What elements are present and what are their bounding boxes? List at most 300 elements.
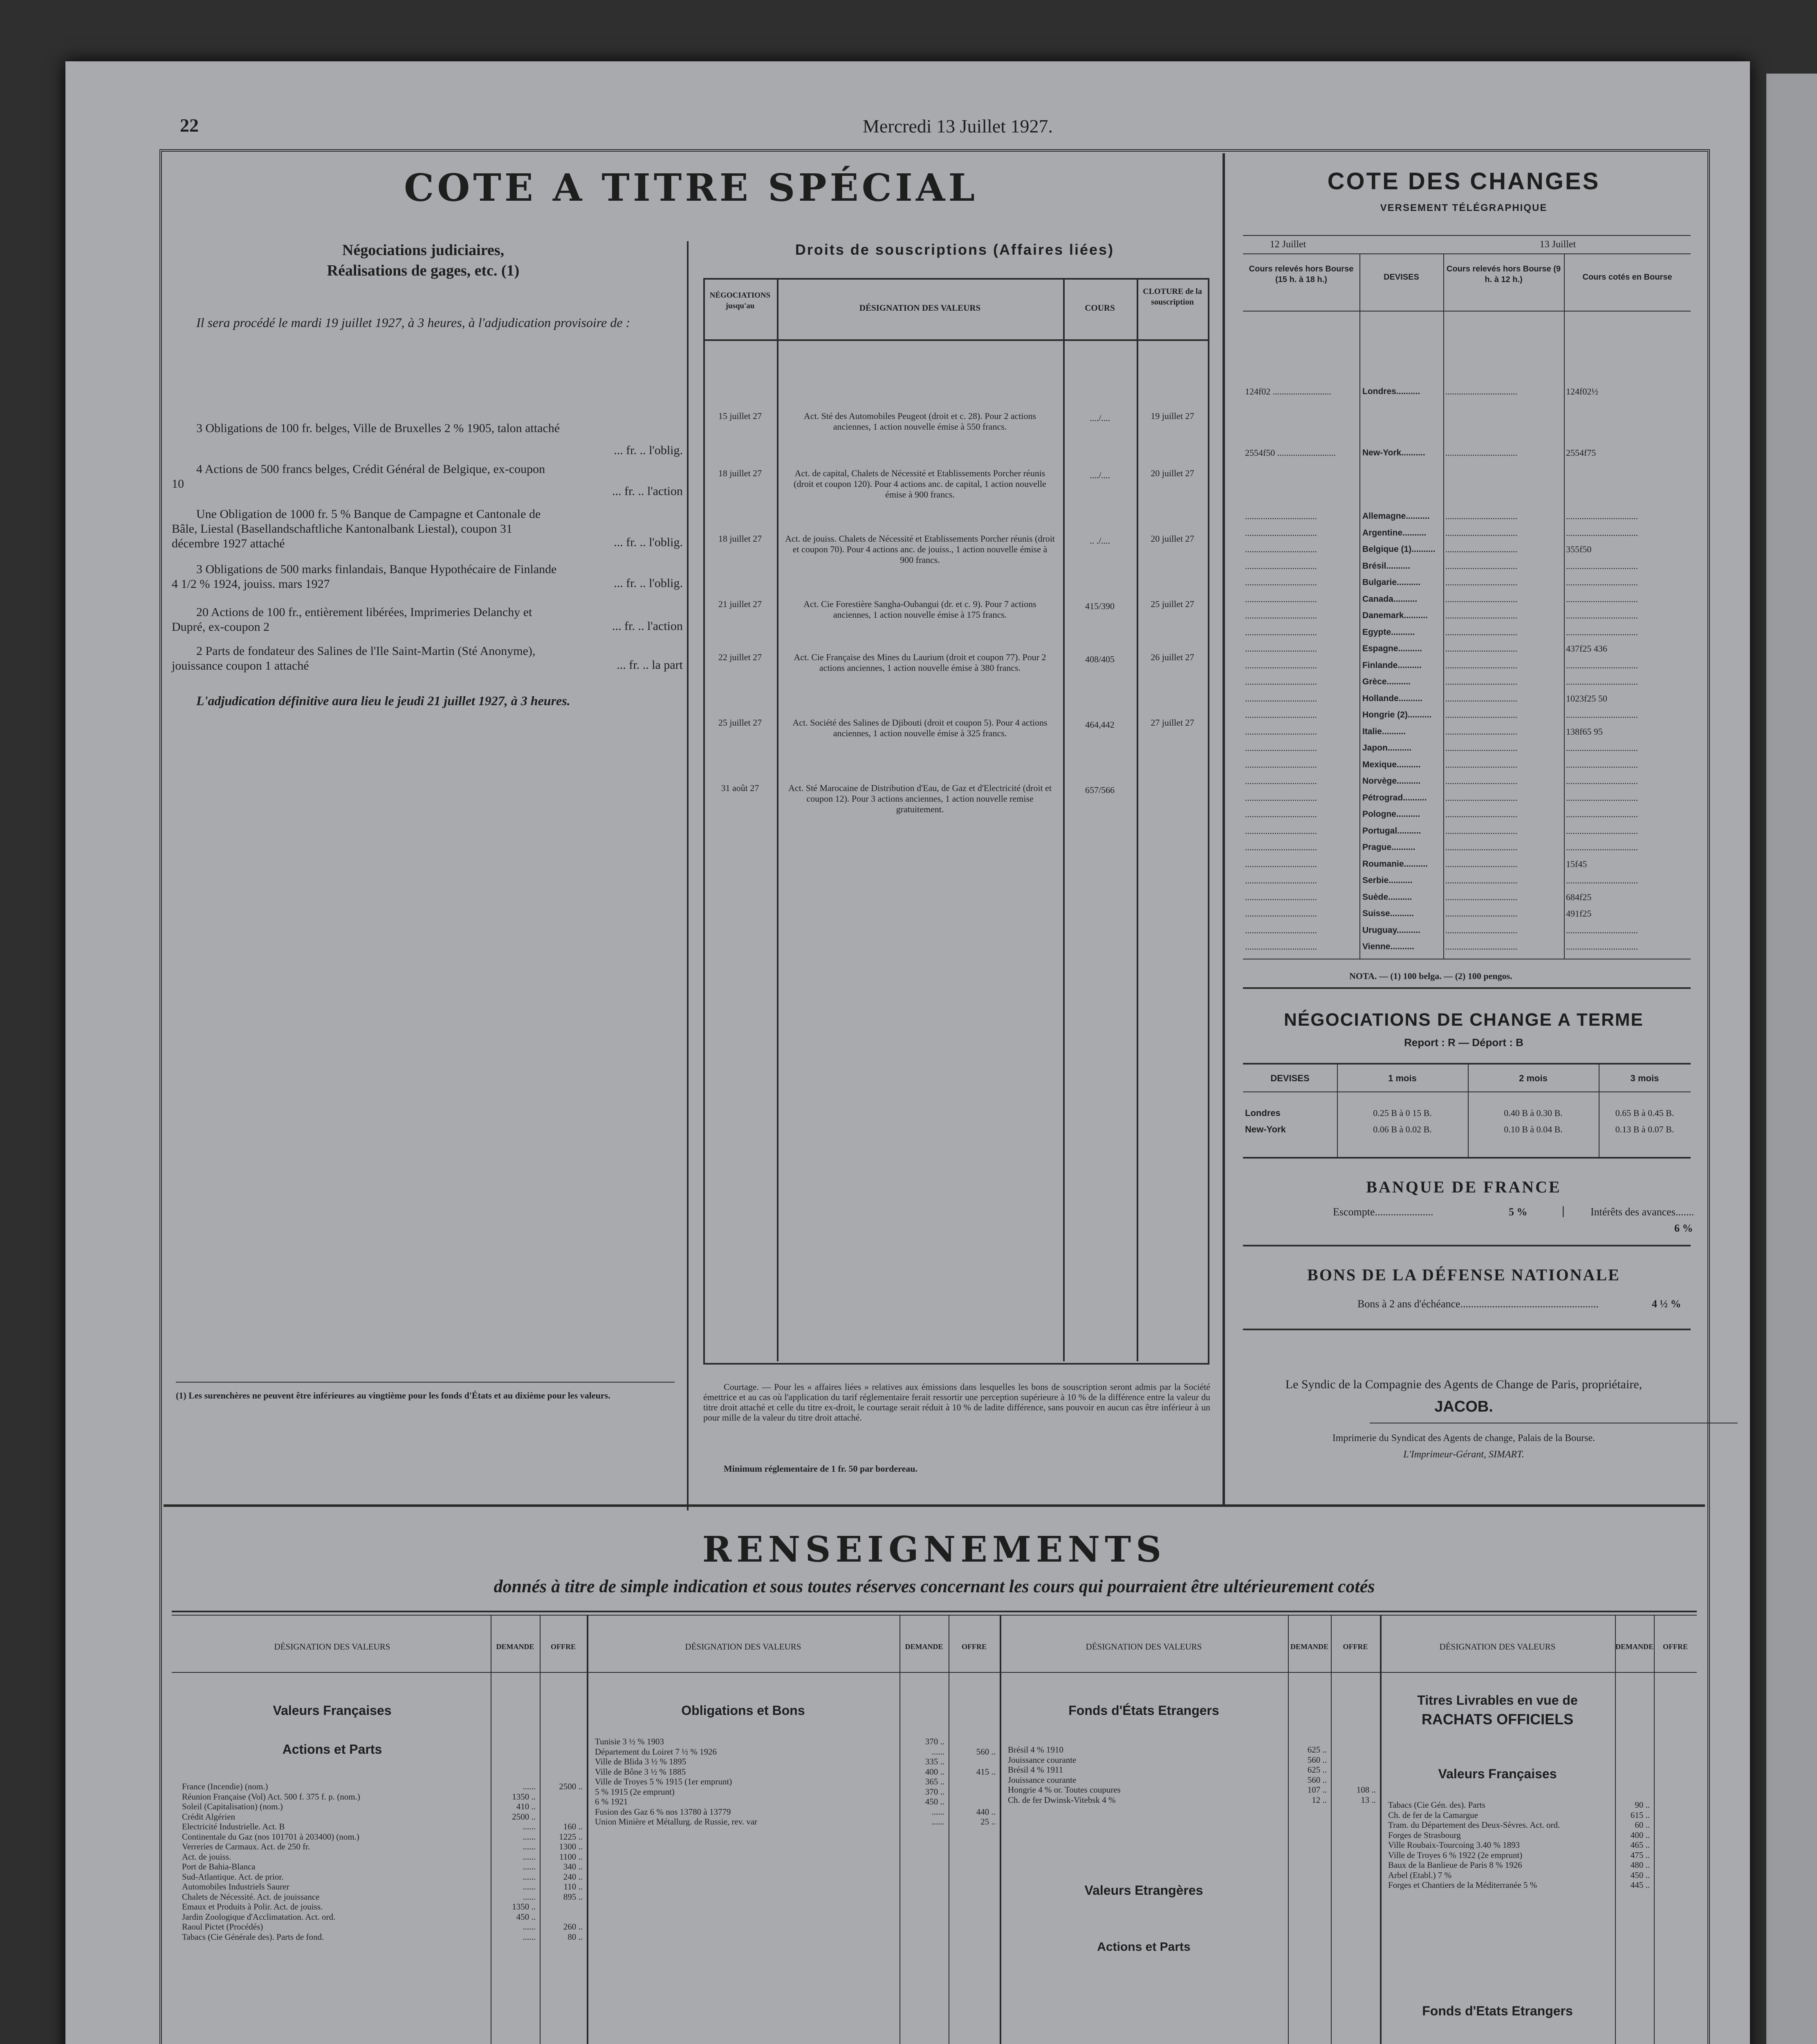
- ren-row-demande: ......: [523, 1922, 536, 1932]
- syndic-name: JACOB.: [1434, 1398, 1493, 1415]
- ren-row-offre: 415 ..: [976, 1766, 996, 1777]
- changes-col-devises: DEVISES: [1384, 273, 1419, 282]
- ren-row-name: Port de Bahia-Blanca: [182, 1862, 256, 1871]
- negociations-title-2: Réalisations de gages, etc. (1): [327, 262, 520, 279]
- ren-row-demande: ......: [523, 1871, 536, 1882]
- change-devise: Suisse..........: [1362, 909, 1414, 918]
- droits-designation: Act. de capital, Chalets de Nécessité et Etablissements Porcher réunis (droit et coupon 120). Pour 4 actions anc. de capital, 1 action nouvelle émise à 900 francs.: [794, 468, 1046, 500]
- footnote-rule: [176, 1382, 675, 1383]
- change-12: ................................: [1245, 908, 1317, 919]
- ren-row-name: Baux de la Banlieue de Paris 8 % 1926: [1388, 1861, 1522, 1869]
- change-13a: ................................: [1445, 743, 1517, 753]
- leader-dots: ..........: [1398, 693, 1423, 703]
- ren-heading: RACHATS OFFICIELS: [1421, 1711, 1574, 1728]
- change-devise: Mexique..........: [1362, 760, 1421, 769]
- bons-title: BONS DE LA DÉFENSE NATIONALE: [1307, 1266, 1620, 1284]
- change-devise: Prague..........: [1362, 843, 1415, 852]
- terme-bottom-rule: [1243, 1157, 1691, 1159]
- change-13b: 2554f75: [1566, 448, 1596, 458]
- ren-row-name: Jardin Zoologique d'Acclimatation. Act. ord.: [182, 1912, 336, 1921]
- banque-escompte: 5 %: [1509, 1206, 1528, 1218]
- change-devise: Roumanie..........: [1362, 859, 1428, 869]
- change-12: ................................: [1245, 560, 1317, 571]
- droits-col-rule: [1137, 278, 1138, 1361]
- change-13b: ................................: [1566, 610, 1638, 621]
- ren-col-rule: [1654, 1615, 1655, 2044]
- lot-price: ... fr. .. l'oblig.: [614, 444, 683, 457]
- ren-col-offre: OFFRE: [962, 1643, 987, 1651]
- change-devise: Brésil..........: [1362, 561, 1410, 571]
- change-12: ................................: [1245, 677, 1317, 687]
- changes-col-rule: [1443, 253, 1444, 959]
- ren-row-demande: 370 ..: [925, 1737, 944, 1746]
- banque-escompte-label: [1333, 1206, 1433, 1218]
- change-13a: ................................: [1445, 577, 1517, 587]
- changes-title: COTE DES CHANGES: [1327, 168, 1600, 195]
- changes-date-rule: [1243, 253, 1691, 254]
- change-13a: ................................: [1445, 759, 1517, 770]
- renseignements-subtitle: donnés à titre de simple indication et sous toutes réserves concernant les cours qui pourraient être ultérieurement cotés: [494, 1576, 1375, 1596]
- ren-row-name: Verreries de Carmaux. Act. de 250 fr.: [182, 1842, 310, 1851]
- droits-cours: .. ./....: [1089, 536, 1110, 546]
- ren-col-designation: DÉSIGNATION DES VALEURS: [1086, 1642, 1202, 1652]
- column-rule: [687, 241, 689, 1511]
- leader-dots: ..........: [1398, 660, 1422, 670]
- section-rule: [164, 1504, 1705, 1507]
- changes-col-rule: [1564, 253, 1565, 959]
- bons-value: 4 ½ %: [1652, 1298, 1681, 1310]
- bons-rule: [1243, 1329, 1691, 1330]
- ren-row-name: 6 % 1921: [595, 1797, 628, 1806]
- ren-row-name: Jouissance courante: [1008, 1775, 1077, 1784]
- change-12: ................................: [1245, 693, 1317, 704]
- leader-dots: ..........: [1406, 511, 1430, 521]
- page-number: 22: [180, 115, 199, 136]
- ren-row-offre: 25 ..: [980, 1817, 996, 1827]
- ren-row-demande: 475 ..: [1630, 1850, 1650, 1860]
- droits-header-rule: [703, 339, 1208, 341]
- ren-row-offre: 240 ..: [563, 1871, 583, 1882]
- leader-dots: ..........: [1393, 594, 1418, 604]
- change-13a: ................................: [1445, 858, 1517, 869]
- droits-date: 15 juillet 27: [718, 411, 762, 421]
- changes-col-13b: Cours cotés en Bourse: [1582, 273, 1672, 282]
- ren-row-offre: 260 ..: [563, 1922, 583, 1932]
- change-13b: ................................: [1566, 710, 1638, 720]
- leader-dots: ..........: [1397, 776, 1421, 786]
- ren-row-name: Brésil 4 % 1910: [1008, 1746, 1063, 1754]
- change-13a: ................................: [1445, 448, 1517, 458]
- leader-dots: ..........: [1391, 627, 1415, 637]
- changes-subtitle: VERSEMENT TÉLÉGRAPHIQUE: [1380, 202, 1548, 213]
- change-devise: Bulgarie..........: [1362, 578, 1421, 587]
- ren-row-name: Fusion des Gaz 6 % nos 13780 à 13779: [595, 1807, 731, 1816]
- adjudication-definitive: L'adjudication définitive aura lieu le jeudi 21 juillet 1927, à 3 heures.: [196, 693, 570, 708]
- ren-row-name: Crédit Algérien: [182, 1812, 236, 1821]
- droits-cloture: 25 juillet 27: [1151, 599, 1194, 609]
- change-13a: ................................: [1445, 594, 1517, 604]
- change-devise: Serbie..........: [1362, 876, 1413, 885]
- ren-heading: Valeurs Etrangères: [1084, 1883, 1203, 1898]
- ren-row-demande: 60 ..: [1635, 1820, 1650, 1830]
- ren-row-offre: 560 ..: [976, 1746, 996, 1757]
- change-devise: Vienne..........: [1362, 942, 1414, 951]
- leader-dots: ..........: [1386, 561, 1410, 571]
- ren-row-demande: 400 ..: [925, 1766, 944, 1777]
- droits-cours: 657/566: [1085, 785, 1115, 795]
- lot-text: 20 Actions de 100 fr., entièrement libérées, Imprimeries Delanchy et Dupré, ex-coupon 2: [172, 605, 532, 634]
- change-devise: Norvège..........: [1362, 776, 1421, 786]
- ren-row-demande: 625 ..: [1307, 1765, 1327, 1775]
- leader-dots: ..........: [1398, 644, 1422, 653]
- change-13a: ................................: [1445, 892, 1517, 902]
- ren-row-name: Ch. de fer de la Camargue: [1388, 1811, 1478, 1820]
- leader-dots: ..........: [1396, 809, 1420, 819]
- ren-row-name: Département du Loiret 7 ½ % 1926: [595, 1747, 717, 1756]
- change-12: ................................: [1245, 792, 1317, 803]
- ren-row-demande: 450 ..: [925, 1797, 944, 1806]
- droits-cloture: 20 juillet 27: [1151, 533, 1194, 544]
- leader-dots: ..........: [1397, 826, 1421, 836]
- newspaper-page: [65, 61, 1750, 2044]
- ren-row-demande: 560 ..: [1307, 1775, 1327, 1785]
- changes-col-rule: [1359, 253, 1360, 959]
- change-13b: 1023f25 50: [1566, 693, 1607, 704]
- ren-row-demande: ......: [523, 1831, 536, 1842]
- terme-col-devises: DEVISES: [1270, 1073, 1310, 1083]
- lot-price: ... fr. .. la part: [617, 658, 683, 672]
- interets-label: Intérêts des avances: [1590, 1206, 1676, 1218]
- droits-cours: ..../....: [1089, 413, 1110, 423]
- droits-designation: Act. Cie Forestière Sangha-Oubangui (dr. et c. 9). Pour 7 actions anciennes, 1 action nouvelle émise à 175 francs.: [803, 599, 1036, 620]
- droits-col-rule: [1063, 278, 1065, 1361]
- ren-row-name: France (Incendie) (nom.): [182, 1782, 268, 1791]
- changes-col-12: Cours relevés hors Bourse (15 h. à 18 h.): [1249, 264, 1354, 284]
- change-12: ................................: [1245, 776, 1317, 786]
- ren-row-demande: 90 ..: [1635, 1800, 1650, 1810]
- change-devise: Hollande..........: [1362, 693, 1423, 703]
- change-12: ................................: [1245, 726, 1317, 737]
- ren-row-demande: 480 ..: [1630, 1860, 1650, 1870]
- change-devise: Egypte..........: [1362, 627, 1415, 637]
- ren-heading: Actions et Parts: [1097, 1940, 1191, 1954]
- ren-row-demande: ......: [523, 1862, 536, 1871]
- droits-date: 25 juillet 27: [718, 717, 762, 728]
- ren-heading: Valeurs Françaises: [1438, 1766, 1557, 1781]
- ren-row-demande: 1350 ..: [512, 1791, 536, 1802]
- droits-cours: ..../....: [1089, 470, 1110, 480]
- change-12: ................................: [1245, 858, 1317, 869]
- droits-date: 18 juillet 27: [718, 468, 762, 478]
- leader-dots: ..........: [1386, 677, 1411, 686]
- change-13a: ................................: [1445, 677, 1517, 687]
- ren-row-demande: 450 ..: [1630, 1870, 1650, 1880]
- droits-designation: Act. Cie Française des Mines du Laurium (droit et coupon 77). Pour 2 actions anciennes, 1 action nouvelle émise à 380 francs.: [794, 652, 1046, 673]
- changes-date-12: 12 Juillet: [1270, 239, 1306, 250]
- ren-row-demande: 1350 ..: [512, 1902, 536, 1912]
- changes-top-rule: [1243, 235, 1691, 236]
- droits-cours: 415/390: [1085, 601, 1115, 611]
- leader-dots: ..........: [1396, 925, 1420, 935]
- change-12: ................................: [1245, 759, 1317, 770]
- change-13b: ................................: [1566, 792, 1638, 803]
- change-13a: ................................: [1445, 710, 1517, 720]
- change-13a: ................................: [1445, 726, 1517, 737]
- ren-row-demande: 560 ..: [1307, 1755, 1327, 1765]
- change-12: ................................: [1245, 842, 1317, 852]
- ren-row-demande: ......: [931, 1817, 944, 1827]
- change-devise: Danemark..........: [1362, 611, 1428, 620]
- change-13a: ................................: [1445, 643, 1517, 654]
- ren-top-rule-2: [172, 1615, 1697, 1616]
- change-13a: ................................: [1445, 560, 1517, 571]
- ren-heading: Titres Livrables en vue de: [1417, 1693, 1578, 1708]
- ren-heading: Fonds d'États Etrangers: [1068, 1703, 1219, 1718]
- page-date: Mercredi 13 Juillet 1927.: [863, 116, 1053, 137]
- change-13a: ................................: [1445, 908, 1517, 919]
- imprimerie: Imprimerie du Syndicat des Agents de change, Palais de la Bourse.: [1332, 1433, 1595, 1443]
- change-13a: ................................: [1445, 941, 1517, 952]
- ren-row-demande: ......: [523, 1782, 536, 1791]
- change-devise: Finlande..........: [1362, 660, 1422, 670]
- change-13b: 124f02½: [1566, 386, 1598, 397]
- droits-designation: Act. Société des Salines de Djibouti (droit et coupon 5). Pour 4 actions anciennes, 1 action nouvelle émise à 325 francs.: [792, 717, 1048, 738]
- syndic-line: Le Syndic de la Compagnie des Agents de Change de Paris, propriétaire,: [1285, 1378, 1642, 1391]
- change-13b: ................................: [1566, 560, 1638, 571]
- droits-date: 22 juillet 27: [718, 652, 762, 662]
- ren-row-demande: ......: [523, 1822, 536, 1831]
- leader-dots: ....................................................: [1460, 1298, 1599, 1310]
- change-13a: ................................: [1445, 925, 1517, 935]
- ren-row-demande: ......: [523, 1851, 536, 1862]
- lot-price: ... fr. .. l'oblig.: [614, 536, 683, 549]
- ren-col-offre: OFFRE: [551, 1643, 576, 1651]
- droits-col-cloture: CLOTURE de la souscription: [1143, 287, 1202, 307]
- ren-row-name: Union Minière et Métallurg. de Russie, rev. var: [595, 1818, 758, 1826]
- change-devise: Canada..........: [1362, 594, 1418, 604]
- change-13b: ................................: [1566, 809, 1638, 819]
- change-12: 2554f50 ..........................: [1245, 448, 1336, 458]
- adjacent-page-edge: [1766, 74, 1817, 2044]
- droits-col-rule: [777, 278, 778, 1361]
- banque-rule: [1243, 1245, 1691, 1246]
- change-13b: ................................: [1566, 759, 1638, 770]
- ren-row-name: Continentale du Gaz (nos 101701 à 203400) (nom.): [182, 1832, 359, 1841]
- leader-dots: ..........: [1402, 528, 1427, 538]
- change-12: ................................: [1245, 544, 1317, 554]
- change-devise: Allemagne..........: [1362, 511, 1430, 521]
- change-12: ................................: [1245, 875, 1317, 885]
- ren-col-demande: DEMANDE: [1615, 1643, 1653, 1651]
- lot-text: 3 Obligations de 100 fr. belges, Ville de Bruxelles 2 % 1905, talon attaché: [196, 421, 560, 435]
- ren-col-rule: [1615, 1615, 1616, 2044]
- ren-row-offre: 1100 ..: [559, 1851, 583, 1862]
- change-13b: 491f25: [1566, 908, 1592, 919]
- change-13a: ................................: [1445, 842, 1517, 852]
- change-13b: ................................: [1566, 577, 1638, 587]
- change-13b: ................................: [1566, 527, 1638, 538]
- ren-row-demande: 465 ..: [1630, 1840, 1650, 1850]
- leader-dots: ..........: [1397, 578, 1421, 587]
- terme-3mois: 0.65 B à 0.45 B.: [1615, 1108, 1674, 1118]
- change-devise: Hongrie (2)..........: [1362, 710, 1432, 719]
- adjudication-intro: Il sera procédé le mardi 19 juillet 1927, à 3 heures, à l'adjudication provisoire de :: [196, 315, 630, 330]
- droits-cloture: 20 juillet 27: [1151, 468, 1194, 478]
- leader-dots: ..........: [1404, 611, 1428, 620]
- lot-text: 2 Parts de fondateur des Salines de l'Ile Saint-Martin (Sté Anonyme), jouissance coupon 1 attaché: [172, 644, 536, 672]
- ren-row-name: Soleil (Capitalisation) (nom.): [182, 1802, 283, 1811]
- change-12: 124f02 ..........................: [1245, 386, 1331, 397]
- ren-row-name: Ville de Troyes 5 % 1915 (1er emprunt): [595, 1777, 732, 1786]
- droits-designation: Act. Sté Marocaine de Distribution d'Eau, de Gaz et d'Electricité (droit et coupon 12). Pour 3 actions anciennes, 1 action nouvelle remise gratuitement.: [788, 783, 1052, 814]
- ren-row-name: Hongrie 4 % or. Toutes coupures: [1008, 1786, 1121, 1794]
- change-12: ................................: [1245, 660, 1317, 670]
- change-13a: ................................: [1445, 610, 1517, 621]
- column-rule: [1223, 153, 1225, 1506]
- banque-title: BANQUE DE FRANCE: [1366, 1178, 1561, 1196]
- change-13a: ................................: [1445, 386, 1517, 397]
- lot-text: 4 Actions de 500 francs belges, Crédit Général de Belgique, ex-coupon 10: [172, 462, 545, 491]
- terme-col-2mois: 2 mois: [1519, 1073, 1548, 1083]
- droits-date: 31 août 27: [721, 783, 759, 793]
- change-12: ................................: [1245, 710, 1317, 720]
- banque-separator: |: [1562, 1204, 1565, 1217]
- leader-dots: ..........: [1388, 892, 1412, 902]
- terme-col-3mois: 3 mois: [1630, 1073, 1659, 1083]
- change-devise: Pétrograd..........: [1362, 793, 1427, 802]
- ren-heading: Obligations et Bons: [681, 1703, 805, 1718]
- ren-row-name: Arbel (Etabl.) 7 %: [1388, 1871, 1452, 1880]
- droits-date: 21 juillet 27: [718, 599, 762, 609]
- ren-col-demande: DEMANDE: [496, 1643, 534, 1651]
- ren-row-demande: 450 ..: [516, 1912, 536, 1922]
- ren-row-offre: 80 ..: [568, 1932, 583, 1942]
- ren-row-demande: 365 ..: [925, 1777, 944, 1786]
- droits-courtage: Courtage. — Pour les « affaires liées » relatives aux émissions dans lesquelles les bons de souscription seront admis par la Société émettrice et au cas où l'application du tarif réglementaire ferait ressortir une perception supérieure à 10 % de la différence entre la valeur du titre droit attaché et celle du titre ex-droit, le courtage serait réduit à 10 % de ladite différence, sans pouvoir en aucun cas être inférieur à un pour mille de la valeur du titre droit attaché.: [703, 1382, 1210, 1423]
- change-12: ................................: [1245, 941, 1317, 952]
- change-12: ................................: [1245, 892, 1317, 902]
- change-13a: ................................: [1445, 627, 1517, 637]
- change-13a: ................................: [1445, 776, 1517, 786]
- ren-row-demande: 445 ..: [1630, 1880, 1650, 1890]
- change-13b: ................................: [1566, 677, 1638, 687]
- imprimeur-gerant: L'Imprimeur-Gérant, SIMART.: [1403, 1449, 1524, 1460]
- bons-label-wrap: [1357, 1298, 1599, 1310]
- change-devise: Londres..........: [1362, 387, 1420, 396]
- ren-row-demande: 615 ..: [1630, 1810, 1650, 1820]
- leader-dots: ..........: [1411, 545, 1436, 554]
- change-13a: ................................: [1445, 511, 1517, 521]
- ren-row-name: Brésil 4 % 1911: [1008, 1766, 1063, 1774]
- change-13b: 15f45: [1566, 858, 1587, 869]
- droits-col-cours: COURS: [1085, 303, 1115, 313]
- change-devise: Argentine..........: [1362, 528, 1427, 538]
- ren-row-name: Tabacs (Cie Gén. des). Parts: [1388, 1801, 1485, 1809]
- ren-row-name: Ville de Bône 3 ½ % 1885: [595, 1767, 686, 1776]
- change-13a: ................................: [1445, 809, 1517, 819]
- leader-dots: ..........: [1390, 942, 1414, 951]
- ren-group-rule: [587, 1615, 588, 2044]
- ren-row-offre: 13 ..: [1361, 1795, 1376, 1805]
- banque-interets: 6 %: [1674, 1222, 1693, 1234]
- leader-dots: ..........: [1390, 909, 1414, 918]
- ren-group-rule: [1000, 1615, 1001, 2044]
- change-13b: ................................: [1566, 825, 1638, 836]
- change-12: ................................: [1245, 643, 1317, 654]
- lot-text: Une Obligation de 1000 fr. 5 % Banque de Campagne et Cantonale de Bâle, Liestal (Basellandschaftliche Kantonalbank Liestal), coupon 31 décembre 1927 attaché: [172, 507, 541, 550]
- ren-heading: Valeurs Françaises: [273, 1703, 392, 1718]
- ren-row-demande: ......: [523, 1932, 536, 1942]
- terme-devise: New-York: [1245, 1124, 1286, 1134]
- ren-row-name: Jouissance courante: [1008, 1755, 1077, 1764]
- ren-row-demande: 410 ..: [516, 1802, 536, 1811]
- ren-heading: Fonds d'Etats Etrangers: [1422, 2004, 1573, 2018]
- change-13b: ................................: [1566, 743, 1638, 753]
- ren-row-demande: ......: [931, 1746, 944, 1757]
- change-13a: ................................: [1445, 693, 1517, 704]
- cote-title: COTE A TITRE SPÉCIAL: [404, 166, 978, 210]
- leader-dots: ..........: [1387, 743, 1412, 753]
- change-13a: ................................: [1445, 544, 1517, 554]
- changes-nota-rule: [1243, 987, 1691, 989]
- ren-col-rule: [1288, 1615, 1289, 2044]
- ren-heading: Actions et Parts: [282, 1742, 382, 1757]
- ren-row-name: Tram. du Département des Deux-Sèvres. Act. ord.: [1388, 1821, 1560, 1829]
- droits-date: 18 juillet 27: [718, 533, 762, 544]
- change-13b: ................................: [1566, 941, 1638, 952]
- change-13b: ................................: [1566, 660, 1638, 670]
- change-devise: Portugal..........: [1362, 826, 1421, 836]
- change-devise: Italie..........: [1362, 726, 1406, 736]
- leader-dots: ..........: [1391, 843, 1415, 852]
- change-13a: ................................: [1445, 660, 1517, 670]
- change-13b: ................................: [1566, 925, 1638, 935]
- change-12: ................................: [1245, 527, 1317, 538]
- ren-row-name: Act. de jouiss.: [182, 1852, 231, 1861]
- ren-row-demande: ......: [931, 1806, 944, 1817]
- change-devise: Japon..........: [1362, 743, 1412, 753]
- droits-cours: 464,442: [1085, 719, 1115, 730]
- ren-col-offre: OFFRE: [1343, 1643, 1368, 1651]
- ren-header-rule: [172, 1672, 1697, 1673]
- terme-3mois: 0.13 B à 0.07 B.: [1615, 1124, 1674, 1134]
- ren-row-demande: 2500 ..: [512, 1811, 536, 1822]
- changes-header-rule: [1243, 311, 1691, 312]
- ren-col-demande: DEMANDE: [1290, 1643, 1328, 1651]
- terme-2mois: 0.40 B à 0.30 B.: [1504, 1108, 1563, 1118]
- droits-cloture: 19 juillet 27: [1151, 411, 1194, 421]
- change-13a: ................................: [1445, 825, 1517, 836]
- ren-row-name: Chalets de Nécessité. Act. de jouissance: [182, 1892, 320, 1901]
- ren-row-demande: ......: [523, 1882, 536, 1892]
- change-13b: ................................: [1566, 627, 1638, 637]
- banque-interets-wrap: [1590, 1206, 1694, 1218]
- droits-col-negociations: NÉGOCIATIONS jusqu'au: [709, 291, 771, 310]
- cote-footnote: (1) Les surenchères ne peuvent être inférieures au vingtième pour les fonds d'États et au dixième pour les valeurs.: [176, 1390, 610, 1401]
- droits-minimum: Minimum réglementaire de 1 fr. 50 par bordereau.: [724, 1464, 917, 1474]
- change-13a: ................................: [1445, 527, 1517, 538]
- ren-row-demande: ......: [523, 1842, 536, 1851]
- terme-1mois: 0.06 B à 0.02 B.: [1373, 1124, 1432, 1134]
- ren-row-name: Ville de Blida 3 ½ % 1895: [595, 1757, 686, 1766]
- lot-price: ... fr. .. l'action: [612, 484, 683, 498]
- leader-dots: ..........: [1389, 876, 1413, 885]
- ren-col-designation: DÉSIGNATION DES VALEURS: [274, 1642, 390, 1652]
- ren-row-demande: ......: [523, 1892, 536, 1902]
- change-12: ................................: [1245, 825, 1317, 836]
- change-13b: 437f25 436: [1566, 643, 1607, 654]
- escompte-label: Escompte: [1333, 1206, 1375, 1218]
